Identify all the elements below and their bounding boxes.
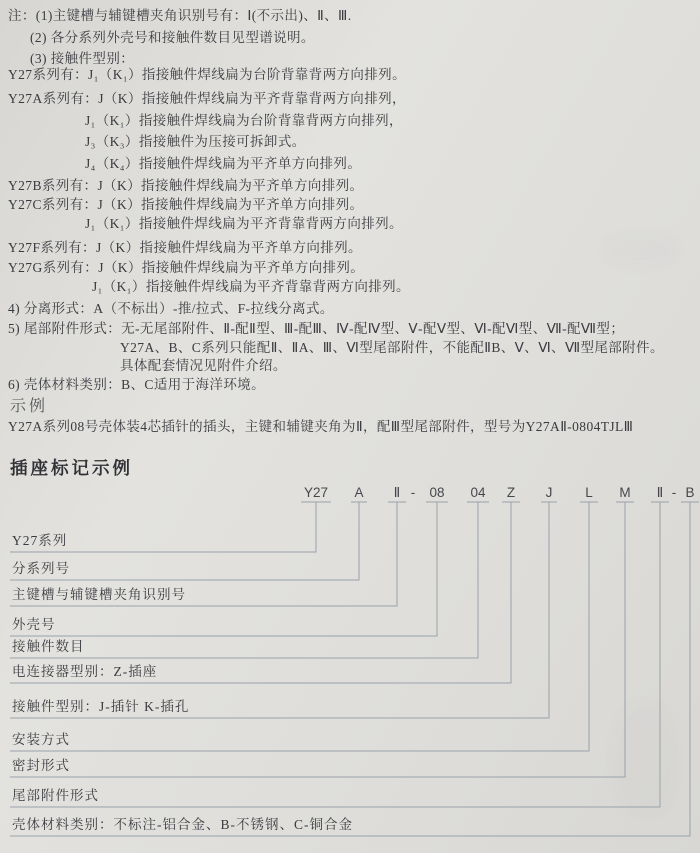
note-line: 注：(1)主键槽与辅键槽夹角识别号有：Ⅰ(不示出)、Ⅱ、Ⅲ.	[8, 8, 352, 23]
marking-diagram	[0, 478, 700, 853]
code-token-seal: M	[619, 485, 631, 500]
field-label-mounting: 安装方式	[12, 732, 70, 747]
code-token-key-angle: Ⅱ	[393, 485, 401, 500]
connector-line	[10, 502, 549, 718]
example-text: Y27A系列08号壳体装4芯插针的插头，主键和辅键夹角为Ⅱ，配Ⅲ型尾部附件，型号为Y27AⅡ-0804TJLⅢ	[8, 419, 634, 434]
code-token-tail: Ⅱ	[656, 485, 664, 500]
note-line: 具体配套情况见附件介绍。	[120, 358, 287, 373]
field-label-tail: 尾部附件形式	[12, 788, 99, 803]
field-label-material: 壳体材料类别：不标注-铝合金、B-不锈钢、C-铜合金	[12, 817, 353, 832]
note-line: (3) 接触件型别：	[30, 51, 135, 66]
field-label-key-angle: 主键槽与辅键槽夹角识别号	[12, 587, 186, 602]
note-line: Y27B系列有：J（K）指接触件焊线扁为平齐单方向排列。	[8, 178, 364, 193]
scan-artifact	[600, 230, 680, 270]
connector-line	[10, 502, 625, 777]
code-token-contacts: 04	[470, 485, 486, 500]
note-line: Y27C系列有：J（K）指接触件焊线扁为平齐单方向排列。	[8, 197, 364, 212]
note-line: J₁（K₁）指接触件焊线扁为平齐背靠背两方向排列。	[92, 279, 410, 294]
connector-line	[10, 502, 437, 636]
note-line: J₃（K₃）指接触件为压接可拆卸式。	[85, 134, 306, 149]
note-line: Y27A系列有：J（K）指接触件焊线扁为平齐背靠背两方向排列，	[8, 91, 406, 106]
code-token-material: B	[685, 485, 695, 500]
field-label-contact-count: 接触件数目	[12, 639, 85, 654]
field-label-contact-type: 接触件型别：J-插针 K-插孔	[12, 699, 190, 714]
note-line: J₁（K₁）指接触件焊线扁为平齐背靠背两方向排列。	[85, 216, 403, 231]
connector-line	[10, 502, 660, 807]
note-line: J₄（K₄）指接触件焊线扁为平齐单方向排列。	[85, 156, 362, 171]
code-token-mounting: L	[585, 485, 593, 500]
section-title: 插座标记示例	[10, 458, 133, 478]
field-label-connector-type: 电连接器型别：Z-插座	[12, 664, 158, 679]
field-label-subseries: 分系列号	[12, 561, 70, 576]
note-line: 6) 壳体材料类别：B、C适用于海洋环境。	[8, 377, 266, 392]
code-token-dash: -	[410, 485, 416, 500]
code-token-shell: 08	[429, 485, 445, 500]
note-line: Y27系列有：J₁（K₁）指接触件焊线扁为台阶背靠背两方向排列。	[8, 67, 406, 82]
note-line: Y27G系列有：J（K）指接触件焊线扁为平齐单方向排列。	[8, 260, 365, 275]
note-line: 5) 尾部附件形式：无-无尾部附件、Ⅱ-配Ⅱ型、Ⅲ-配Ⅲ、Ⅳ-配Ⅳ型、Ⅴ-配Ⅴ型、Ⅵ-配Ⅵ型、Ⅶ-配Ⅶ型；	[8, 321, 625, 336]
field-label-shell: 外壳号	[12, 617, 56, 632]
code-token-contact-type: J	[545, 485, 553, 500]
note-line: J₁（K₁）指接触件焊线扁为台阶背靠背两方向排列，	[85, 113, 403, 128]
example-heading: 示例	[10, 398, 49, 415]
note-line: Y27F系列有：J（K）指接触件焊线扁为平齐单方向排列。	[8, 240, 362, 255]
code-token-series: Y27	[303, 485, 329, 500]
field-label-seal: 密封形式	[12, 758, 70, 773]
field-label-series: Y27系列	[12, 533, 68, 548]
note-line: 4) 分离形式：A（不标出）-推/拉式、F-拉线分离式。	[8, 301, 334, 316]
code-token-dash2: -	[671, 485, 677, 500]
code-token-type: Z	[506, 485, 516, 500]
code-token-subseries: A	[354, 485, 364, 500]
note-line: (2) 各分系列外壳号和接触件数目见型谱说明。	[30, 30, 315, 45]
note-line: Y27A、B、C系列只能配Ⅱ、ⅡA、Ⅲ、Ⅵ型尾部附件，不能配ⅡB、Ⅴ、Ⅵ、Ⅶ型尾部附件。	[120, 340, 664, 355]
